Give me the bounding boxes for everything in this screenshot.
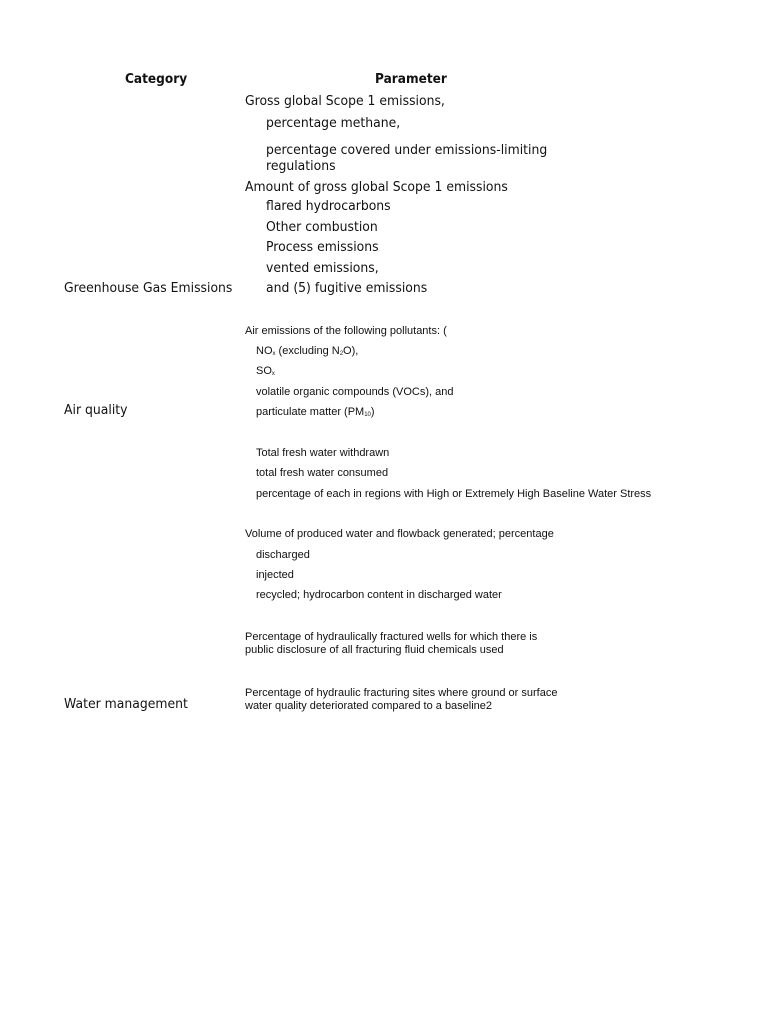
ghg-param-9: and (5) fugitive emissions (266, 280, 428, 296)
water-param-fresh-3: percentage of each in regions with High or Extremely High Baseline Water Stress (256, 488, 652, 500)
air-param-nox: $NO_x$ (excluding $N_2O$), (256, 345, 359, 357)
category-ghg: Greenhouse Gas Emissions (64, 280, 233, 296)
ghg-param-7: Process emissions (266, 239, 379, 255)
water-param-prod-4: recycled; hydrocarbon content in discharged water (256, 589, 502, 601)
ghg-param-5: flared hydrocarbons (266, 198, 391, 214)
air-param-pm: particulate matter $(PM_{10})$ (256, 406, 375, 418)
ghg-param-4: Amount of gross global Scope 1 emissions (245, 179, 508, 195)
ghg-param-1: Gross global Scope 1 emissions, (245, 93, 445, 109)
water-param-fresh-2: total fresh water consumed (256, 467, 389, 479)
water-param-frac-1: Percentage of hydraulically fractured wells for which there is public disclosure of all fracturing fluid chemicals used (245, 631, 538, 657)
air-param-sox: $SO_x$ (256, 365, 275, 377)
category-header: Category (125, 71, 188, 87)
air-param-1: Air emissions of the following pollutants: ( (245, 325, 447, 337)
category-water: Water management (64, 696, 188, 712)
water-param-prod-2: discharged (256, 549, 310, 561)
ghg-param-3: percentage covered under emissions-limiting regulations (266, 142, 548, 174)
ghg-param-6: Other combustion (266, 219, 378, 235)
water-param-fresh-1: Total fresh water withdrawn (256, 447, 390, 459)
water-param-prod-3: injected (256, 569, 294, 581)
category-air: Air quality (64, 402, 128, 418)
air-param-voc: volatile organic compounds (VOCs), and (256, 386, 454, 398)
ghg-param-2: percentage methane, (266, 115, 401, 131)
water-param-frac-2: Percentage of hydraulic fracturing sites where ground or surface water quality deteriorated compared to a baseline2 (245, 687, 558, 712)
parameter-header: Parameter (375, 71, 447, 87)
water-param-prod-1: Volume of produced water and flowback generated; percentage (245, 528, 554, 540)
ghg-param-8: vented emissions, (266, 260, 379, 276)
